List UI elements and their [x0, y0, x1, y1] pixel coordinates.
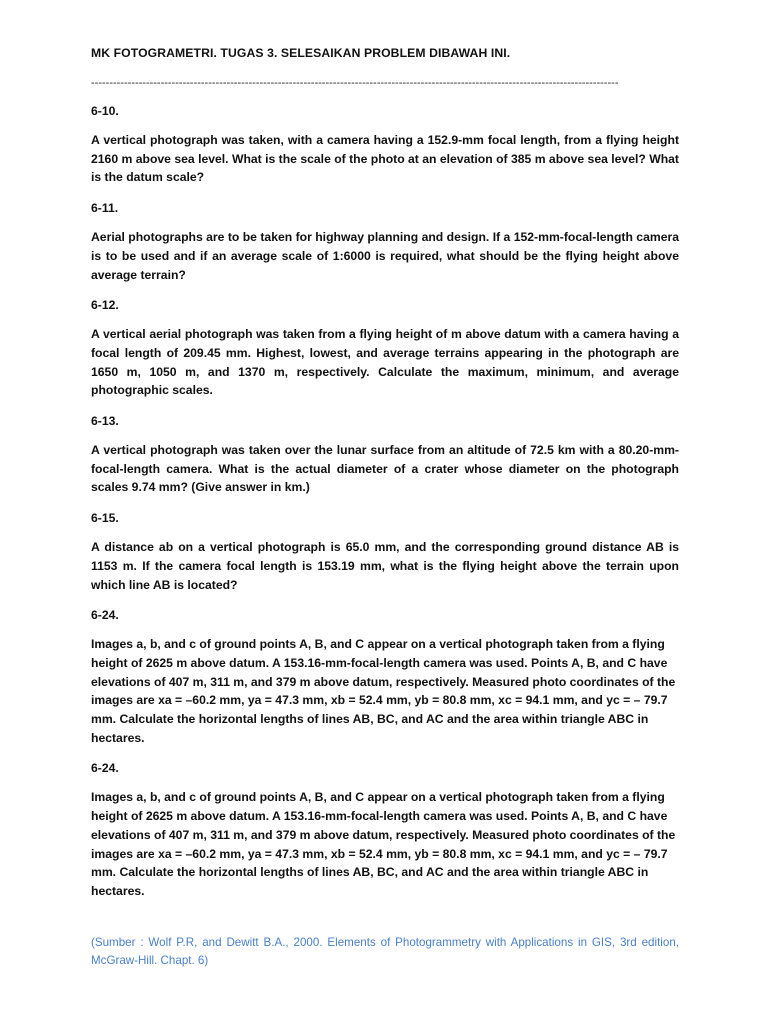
problem-text: Images a, b, and c of ground points A, B, and C appear on a vertical photograph taken from a flying height of 2625 m above datum. A 153.16-mm-focal-length camera was used. Points A, B, and C have elevations of 407 m, 311 m, and 379 m above datum, respectively. Measured photo coordinates of the images are xa = –60.2 mm, ya = 47.3 mm, xb = 52.4 mm, yb = 80.8 mm, xc = 94.1 mm, and yc = – 79.7 mm. Calculate the horizontal lengths of lines AB, BC, and AC and the area within triangle ABC in hectares. [91, 790, 676, 898]
problem-number: 6-24. [91, 608, 119, 623]
problem-6-12 [91, 296, 679, 400]
problem-text: A vertical aerial photograph was taken from a flying height of m above datum with a camera having a focal length of 209.45 mm. Highest, lowest, and average terrains appearing in the photograph are 1650 m, 1050 m, and 1370 m, respectively. Calculate the maximum, minimum, and average photographic scales. [91, 327, 679, 398]
problem-text: Aerial photographs are to be taken for highway planning and design. If a 152-mm-focal-length camera is to be used and if an average scale of 1:6000 is required, what should be the flying height above average terrain? [91, 230, 679, 282]
header-divider: ------------------------------------------------------------------------------------------------------------------------------------------------ [91, 77, 619, 89]
problem-6-24-first [91, 606, 679, 747]
problem-6-11 [91, 199, 679, 284]
problem-text: Images a, b, and c of ground points A, B, and C appear on a vertical photograph taken from a flying height of 2625 m above datum. A 153.16-mm-focal-length camera was used. Points A, B, and C have elevations of 407 m, 311 m, and 379 m above datum, respectively. Measured photo coordinates of the images are xa = –60.2 mm, ya = 47.3 mm, xb = 52.4 mm, yb = 80.8 mm, xc = 94.1 mm, and yc = – 79.7 mm. Calculate the horizontal lengths of lines AB, BC, and AC and the area within triangle ABC in hectares. [91, 637, 676, 745]
problem-text: A distance ab on a vertical photograph is 65.0 mm, and the corresponding ground distance AB is 1153 m. If the camera focal length is 153.19 mm, what is the flying height above the terrain upon which line AB is located? [91, 540, 679, 592]
problem-number: 6-13. [91, 414, 119, 429]
problem-number: 6-11. [91, 201, 119, 216]
problem-text: A vertical photograph was taken, with a camera having a 152.9-mm focal length, from a flying height 2160 m above sea level. What is the scale of the photo at an elevation of 385 m above sea level? What is the datum scale? [91, 133, 679, 185]
problem-number: 6-15. [91, 511, 119, 526]
problem-6-13 [91, 412, 679, 497]
problem-number: 6-24. [91, 761, 119, 776]
problem-6-15 [91, 509, 679, 594]
page-title: MK FOTOGRAMETRI. TUGAS 3. SELESAIKAN PROBLEM DIBAWAH INI. [91, 46, 511, 60]
problem-6-24-second [91, 759, 679, 900]
problem-number: 6-12. [91, 298, 119, 313]
problem-text: A vertical photograph was taken over the lunar surface from an altitude of 72.5 km with a 80.20-mm-focal-length camera. What is the actual diameter of a crater whose diameter on the photograph scales 9.74 mm? (Give answer in km.) [91, 443, 679, 495]
problem-6-10 [91, 102, 679, 187]
source-citation: (Sumber : Wolf P.R, and Dewitt B.A., 2000. Elements of Photogrammetry with Applications in GIS, 3rd edition, McGraw-Hill. Chapt. 6) [91, 935, 679, 967]
document-page [91, 44, 679, 970]
problem-number: 6-10. [91, 104, 119, 118]
